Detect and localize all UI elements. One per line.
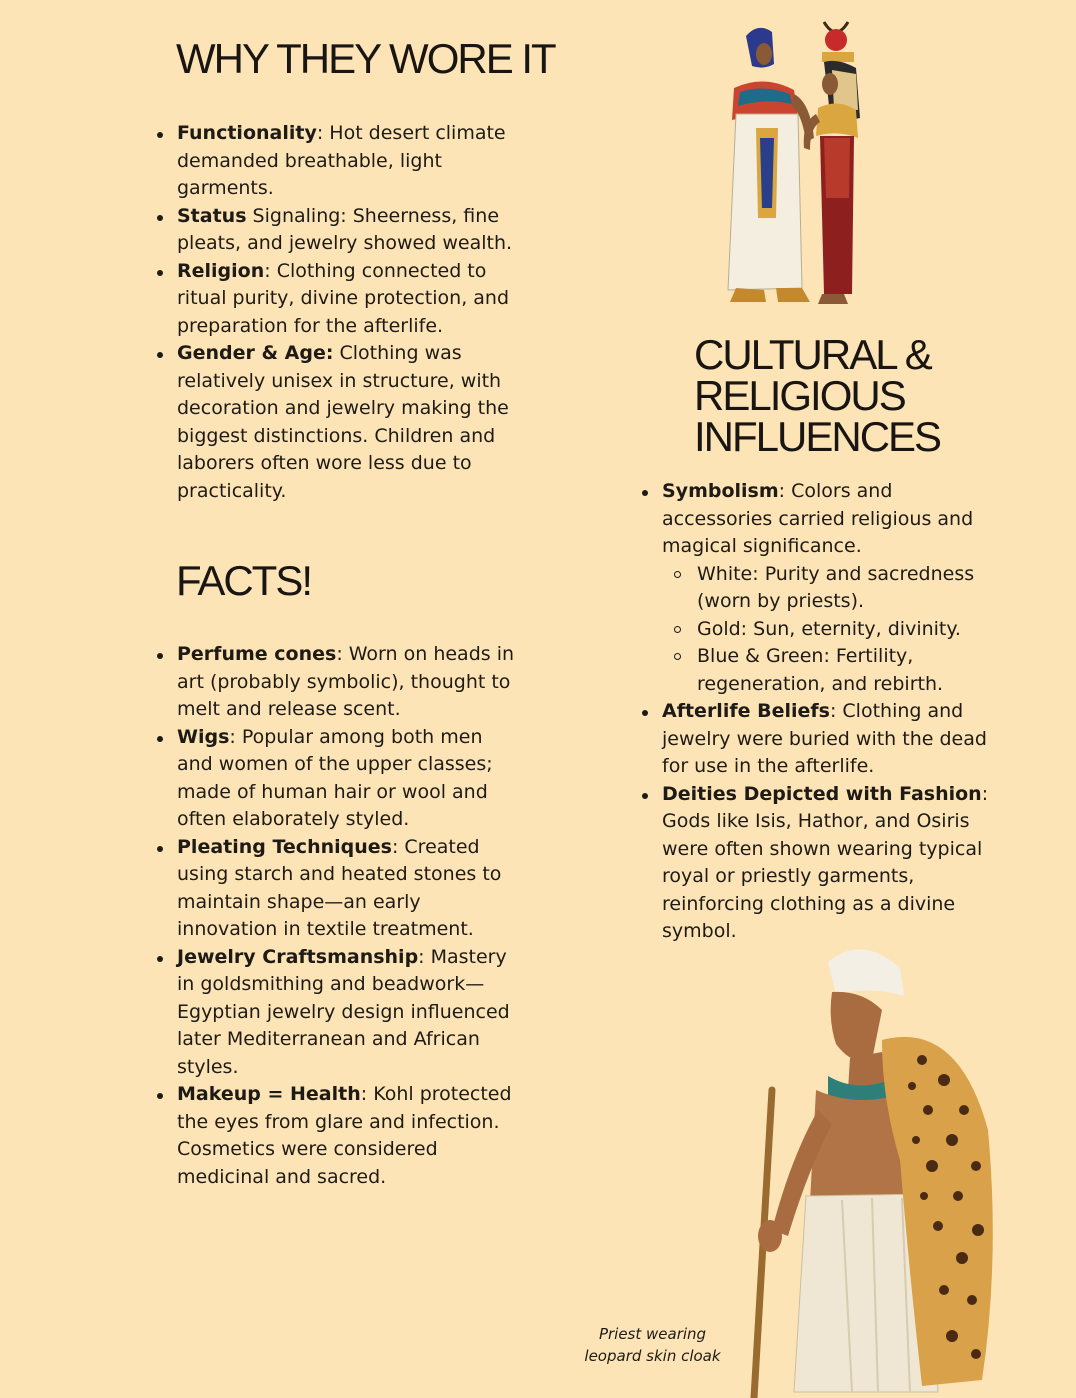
sub-list-item: Blue & Green: Fertility, regeneration, and rebirth.	[662, 643, 1002, 698]
cultural-heading: CULTURAL & RELIGIOUS INFLUENCES	[694, 331, 941, 460]
list-item: Perfume cones: Worn on heads in art (probably symbolic), thought to melt and release scent.	[177, 641, 522, 724]
sub-list-item: White: Purity and sacredness (worn by priests).	[662, 561, 1002, 616]
list-item: Pleating Techniques: Created using starch and heated stones to maintain shape—an early innovation in textile treatment.	[177, 834, 522, 944]
list-item: Wigs: Popular among both men and women of the upper classes; made of human hair or wool and often elaborately styled.	[177, 724, 522, 834]
pharaoh-figure	[728, 28, 814, 302]
list-item: Afterlife Beliefs: Clothing and jewelry were buried with the dead for use in the afterlife.	[662, 698, 1002, 781]
goddess-figure	[804, 22, 860, 304]
list-item: Religion: Clothing connected to ritual purity, divine protection, and preparation for the afterlife.	[177, 258, 522, 341]
sub-list-item: Gold: Sun, eternity, divinity.	[662, 616, 1002, 644]
list-item: Status Signaling: Sheerness, fine pleats, and jewelry showed wealth.	[177, 203, 522, 258]
list-item: Deities Depicted with Fashion: Gods like Isis, Hathor, and Osiris were often shown wearing typical royal or priestly garments, reinforcing clothing as a divine symbol.	[662, 781, 1002, 946]
list-item: Functionality: Hot desert climate demanded breathable, light garments.	[177, 120, 522, 203]
priest-caption: Priest wearing leopard skin cloak	[584, 1325, 721, 1365]
list-item: Jewelry Craftsmanship: Mastery in goldsmithing and beadwork—Egyptian jewelry design influenced later Mediterranean and African styles.	[177, 944, 522, 1082]
list-item: Makeup = Health: Kohl protected the eyes from glare and infection. Cosmetics were considered medicinal and sacred.	[177, 1081, 522, 1191]
facts-heading: FACTS!	[176, 557, 312, 604]
symbolism-sublist	[662, 561, 1002, 699]
cultural-list	[662, 478, 1002, 946]
why-list	[177, 120, 522, 505]
list-item: Gender & Age: Clothing was relatively unisex in structure, with decoration and jewelry making the biggest distinctions. Children and laborers often wore less due to practicality.	[177, 340, 522, 505]
why-heading: WHY THEY WORE IT	[176, 35, 555, 82]
priest-illustration	[732, 940, 1000, 1398]
egyptian-couple-illustration	[706, 18, 896, 310]
facts-list	[177, 641, 522, 1191]
list-item: Symbolism: Colors and accessories carried religious and magical significance. White: Purity and sacredness (worn by priests). Gold: Sun, eternity, divinity. Blue & Green: Fertility, regeneration, and rebirth.	[662, 478, 1002, 698]
